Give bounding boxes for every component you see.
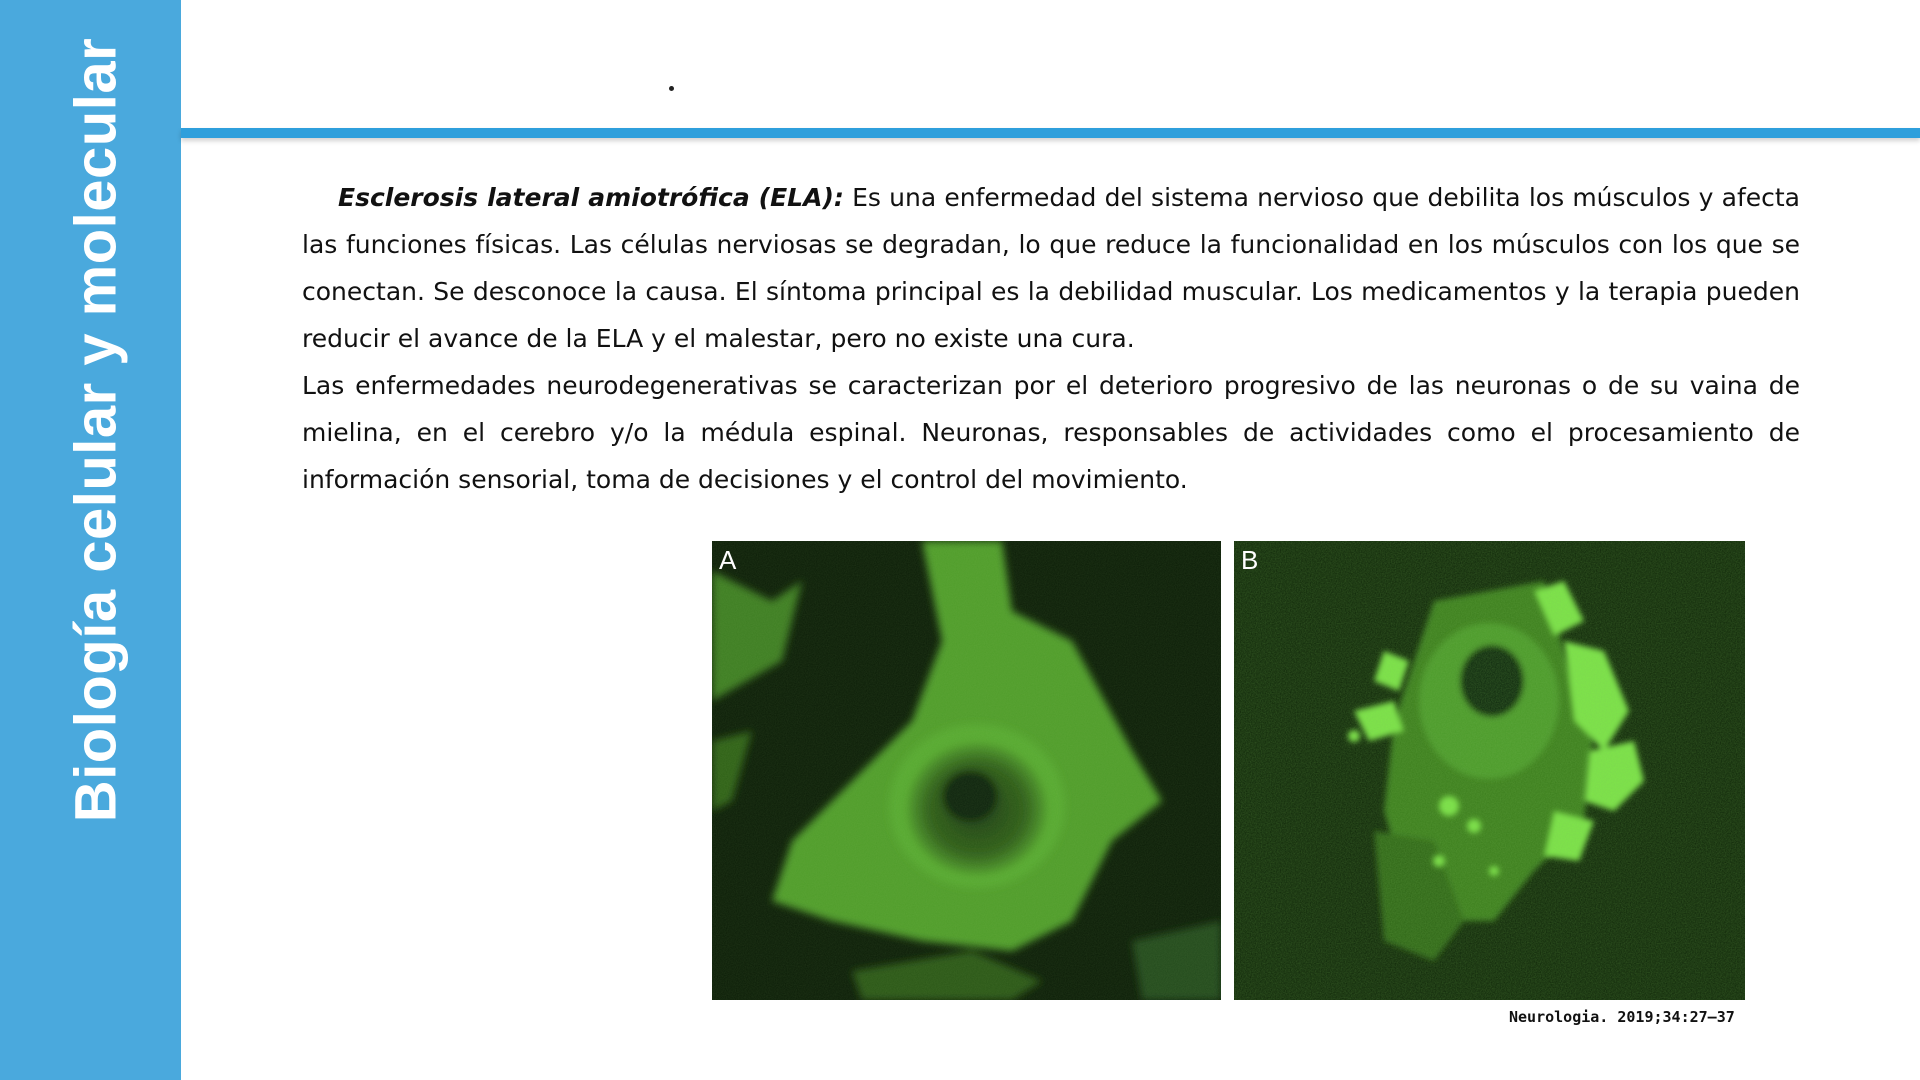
- header-divider: [181, 128, 1920, 138]
- body-text: [302, 174, 1800, 503]
- figure-citation: Neurologia. 2019;34:27–37: [1509, 1008, 1735, 1026]
- ela-description: Es una enfermedad del sistema nervioso que debilita los músculos y afecta las funciones físicas. Las células nerviosas se degradan, lo que reduce la funcionalidad en los músculos con los que se conectan. Se desconoce la causa. El síntoma principal es la debilidad muscular. Los medicamentos y la terapia pueden reducir el avance de la ELA y el malestar, pero no existe una cura.: [302, 183, 1800, 353]
- neuron-image-b: [1234, 541, 1745, 1000]
- paragraph-ela: [302, 174, 1800, 362]
- micrograph-panel-a: [712, 541, 1221, 1000]
- panel-label-b: B: [1241, 545, 1259, 575]
- panel-label-a: A: [719, 545, 737, 575]
- neuron-image-a: [712, 541, 1221, 1000]
- paragraph-neurodegenerative: Las enfermedades neurodegenerativas se caracterizan por el deterioro progresivo de las neuronas o de su vaina de mielina, en el cerebro y/o la médula espinal. Neuronas, responsables de actividades como el procesamiento de información sensorial, toma de decisiones y el control del movimiento.: [302, 371, 1800, 494]
- sidebar: [0, 0, 181, 1080]
- header-dot: [669, 86, 674, 91]
- micrograph-panel-b: [1234, 541, 1745, 1000]
- ela-term: Esclerosis lateral amiotrófica (ELA):: [338, 183, 844, 212]
- sidebar-title: Biología celular y molecular: [63, 37, 129, 823]
